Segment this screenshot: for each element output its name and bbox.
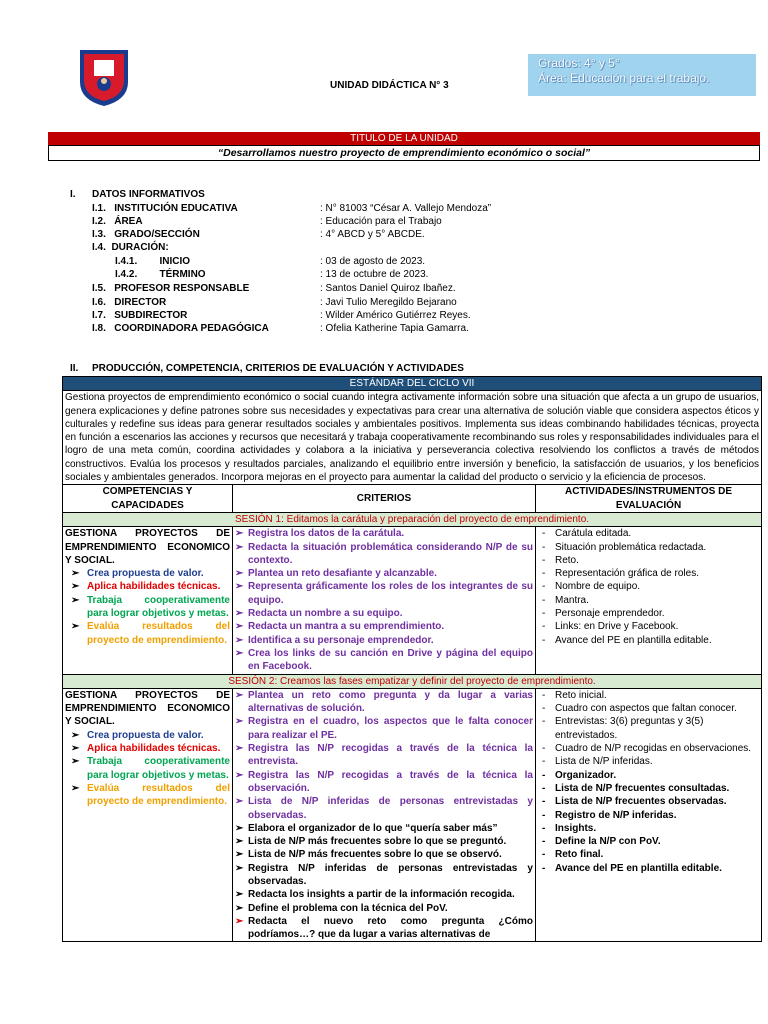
info-row (0, 309, 768, 322)
info-row (0, 255, 768, 268)
criterion-text: Define el problema con la técnica del PoV. (248, 902, 448, 914)
session-row (63, 527, 762, 674)
activity-item (540, 527, 759, 540)
arrow-bullet-icon: ➢ (71, 594, 80, 606)
dash-bullet-icon: - (542, 634, 546, 646)
criterion-item (235, 902, 533, 915)
sessions-body (63, 512, 762, 942)
session-title: SESIÓN 1: Editamos la carátula y preparación del proyecto de emprendimiento. (63, 512, 762, 526)
arrow-bullet-icon: ➢ (235, 743, 244, 755)
area-label: Área: Educación para el trabajo. (538, 71, 710, 85)
info-key: I.4. DURACIÓN: (92, 242, 169, 253)
section1-heading: DATOS INFORMATIVOS (92, 189, 205, 200)
activity-text: Mantra. (555, 594, 589, 606)
arrow-bullet-icon: ➢ (235, 647, 244, 659)
info-key: I.1. INSTITUCIÓN EDUCATIVA (92, 203, 238, 214)
activity-text: Representación gráfica de roles. (555, 568, 699, 580)
capacity-text: Trabaja cooperativamente para lograr objetivos y metas. (87, 756, 230, 781)
criterion-text: Registra en el cuadro, los aspectos que le falta conocer para realizar el PE. (248, 716, 533, 741)
criterion-item (235, 848, 533, 861)
activity-item (540, 769, 759, 782)
info-value: : 03 de agosto de 2023. (320, 256, 426, 267)
activity-text: Reto inicial. (555, 689, 607, 701)
capacity-item (69, 755, 230, 782)
session-row (63, 688, 762, 942)
info-row (0, 282, 768, 295)
info-key: I.8. COORDINADORA PEDAGÓGICA (92, 323, 269, 334)
dash-bullet-icon: - (542, 796, 546, 808)
info-key: I.4.2. TÉRMINO (115, 269, 206, 280)
activity-item (540, 742, 759, 755)
arrow-bullet-icon: ➢ (235, 689, 244, 701)
grade-area-box (528, 54, 756, 96)
competency-table (62, 376, 762, 942)
arrow-bullet-icon: ➢ (235, 849, 244, 861)
criterion-text: Redacta la situación problemática considerando N/P de su contexto. (248, 541, 533, 566)
activity-text: Carátula editada. (555, 528, 632, 540)
info-row (0, 228, 768, 241)
activity-text: Entrevistas: 3(6) preguntas y 3(5) entrevistados. (555, 716, 704, 741)
activity-text: Organizador. (555, 769, 617, 781)
activity-item (540, 715, 759, 742)
unit-number-title: UNIDAD DIDÁCTICA N° 3 (330, 80, 449, 91)
activity-item (540, 580, 759, 593)
arrow-bullet-icon: ➢ (71, 756, 80, 768)
arrow-bullet-icon: ➢ (235, 822, 244, 834)
competence-title: GESTIONA PROYECTOS DE EMPRENDIMIENTO ECONOMICO Y SOCIAL. (65, 528, 230, 566)
criterion-text: Redacta un nombre a su equipo. (248, 608, 403, 620)
criterion-text: Lista de N/P más frecuentes sobre lo que se observó. (248, 849, 502, 861)
activity-item (540, 795, 759, 808)
capacity-item (69, 729, 230, 742)
activity-item (540, 620, 759, 633)
arrow-bullet-icon: ➢ (235, 568, 244, 580)
info-row (0, 322, 768, 335)
unit-name: “Desarrollamos nuestro proyecto de emprendimiento económico o social” (48, 145, 760, 161)
activity-text: Define la N/P con PoV. (555, 836, 661, 848)
activity-text: Lista de N/P frecuentes consultadas. (555, 782, 730, 794)
capacity-text: Evalúa resultados del proyecto de emprendimiento. (87, 782, 230, 808)
activity-item (540, 702, 759, 715)
standard-text: Gestiona proyectos de emprendimiento económico o social cuando integra activamente información sobre una situación que afecta a un grupo de usuarios, genera explicaciones y define patrones sobre sus necesidades y expectativas para crear una alternativa de solución viable que considera aspectos éticos y culturales y redefine sus ideas para generar resultados sociales y ambientales positivos. Implementa sus ideas combinando habilidades técnicas, proyecta en función a escenarios las acciones y recursos que necesitará y trabaja cooperativamente recombinando sus roles y responsabilidades individuales para el logro de una meta común, coordina actividades y colabora a la iniciativa y perseverancia colectiva resolviendo los conflictos a través de métodos constructivos. Evalúa los procesos y resultados parciales, analizando el equilibrio entre inversión y beneficio, la satisfacción de usuarios, y los beneficios sociales y ambientales generados. Incorpora mejoras en el proyecto para aumentar la calidad del producto o servicio y la eficiencia de procesos. (63, 391, 762, 485)
criterion-item (235, 634, 533, 647)
criterion-text: Lista de N/P inferidas de personas entrevistadas y observadas. (248, 796, 533, 821)
arrow-bullet-icon: ➢ (71, 782, 80, 794)
capacity-text: Aplica habilidades técnicas. (87, 581, 221, 593)
info-value: : 13 de octubre de 2023. (320, 269, 429, 280)
activity-item (540, 755, 759, 768)
criterion-text: Registra las N/P recogidas a través de la técnica la entrevista. (248, 743, 533, 768)
arrow-bullet-icon: ➢ (235, 581, 244, 593)
dash-bullet-icon: - (542, 594, 546, 606)
capacity-item (69, 742, 230, 755)
section2-number: II. (70, 363, 79, 374)
info-row (0, 215, 768, 228)
criterion-item (235, 715, 533, 742)
info-value: : Wilder Américo Gutiérrez Reyes. (320, 310, 471, 321)
arrow-bullet-icon: ➢ (235, 836, 244, 848)
activity-text: Reto. (555, 554, 579, 566)
activity-text: Personaje emprendedor. (555, 608, 665, 620)
col-header-competencies: COMPETENCIAS Y CAPACIDADES (63, 485, 233, 513)
dash-bullet-icon: - (542, 743, 546, 755)
arrow-bullet-icon: ➢ (235, 769, 244, 781)
capacity-text: Trabaja cooperativamente para lograr objetivos y metas. (87, 594, 230, 620)
criterion-item (235, 915, 533, 942)
school-logo (78, 48, 130, 108)
activity-text: Situación problemática redactada. (555, 541, 707, 553)
criterion-text: Redacta los insights a partir de la información recogida. (248, 889, 515, 901)
arrow-bullet-icon: ➢ (235, 528, 244, 540)
arrow-bullet-icon: ➢ (235, 621, 244, 633)
info-value: : Santos Daniel Quiroz Ibañez. (320, 283, 456, 294)
arrow-bullet-icon: ➢ (235, 608, 244, 620)
dash-bullet-icon: - (542, 822, 546, 834)
capacity-text: Crea propuesta de valor. (87, 568, 204, 580)
criterion-text: Redacta un mantra a su emprendimiento. (248, 621, 445, 633)
criterion-item (235, 888, 533, 901)
activity-item (540, 782, 759, 795)
arrow-bullet-icon: ➢ (235, 915, 244, 927)
info-key: I.2. ÁREA (92, 216, 143, 227)
activity-text: Lista de N/P inferidas. (555, 756, 653, 768)
criterion-item (235, 689, 533, 716)
info-key: I.7. SUBDIRECTOR (92, 310, 188, 321)
criterion-text: Plantea un reto como pregunta y da lugar a varias alternativas de solución. (248, 689, 533, 715)
info-value: : Ofelia Katherine Tapia Gamarra. (320, 323, 469, 334)
criteria-cell (233, 527, 536, 674)
info-key: I.6. DIRECTOR (92, 297, 167, 308)
arrow-bullet-icon: ➢ (71, 568, 80, 580)
criterion-item (235, 607, 533, 620)
activity-text: Registro de N/P inferidas. (555, 809, 677, 821)
criterion-item (235, 822, 533, 835)
arrow-bullet-icon: ➢ (71, 729, 80, 741)
activity-item (540, 634, 759, 647)
criterion-item (235, 769, 533, 796)
dash-bullet-icon: - (542, 621, 546, 633)
dash-bullet-icon: - (542, 528, 546, 540)
activity-item (540, 835, 759, 848)
arrow-bullet-icon: ➢ (71, 581, 80, 593)
col-header-activities: ACTIVIDADES/INSTRUMENTOS DE EVALUACIÓN (536, 485, 762, 513)
info-key: I.4.1. INICIO (115, 256, 191, 267)
activity-item (540, 554, 759, 567)
criteria-cell (233, 688, 536, 942)
activity-text: Links: en Drive y Facebook. (555, 621, 679, 633)
info-value: : Educación para el Trabajo (320, 216, 442, 227)
activity-item (540, 541, 759, 554)
arrow-bullet-icon: ➢ (71, 743, 80, 755)
arrow-bullet-icon: ➢ (235, 862, 244, 874)
dash-bullet-icon: - (542, 703, 546, 715)
grades-label: Grados: 4° y 5° (538, 56, 620, 70)
criterion-item (235, 541, 533, 568)
arrow-bullet-icon: ➢ (235, 716, 244, 728)
activity-item (540, 689, 759, 702)
criterion-text: Registra N/P inferidas de personas entrevistadas y observadas. (248, 862, 533, 887)
activity-item (540, 607, 759, 620)
criterion-text: Crea los links de su canción en Drive y página del equipo en Facebook. (248, 647, 533, 673)
capacity-item (69, 567, 230, 580)
arrow-bullet-icon: ➢ (235, 902, 244, 914)
info-row (0, 296, 768, 309)
info-key: I.5. PROFESOR RESPONSABLE (92, 283, 250, 294)
activity-item (540, 822, 759, 835)
standard-header: ESTÁNDAR DEL CICLO VII (63, 377, 762, 391)
criterion-item (235, 835, 533, 848)
activity-text: Nombre de equipo. (555, 581, 641, 593)
activity-item (540, 567, 759, 580)
criterion-text: Elabora el organizador de lo que “quería saber más” (248, 822, 498, 834)
criterion-item (235, 742, 533, 769)
activity-text: Avance del PE en plantilla editable. (555, 634, 712, 646)
criterion-item (235, 795, 533, 822)
activity-item (540, 809, 759, 822)
info-key: I.3. GRADO/SECCIÓN (92, 229, 200, 240)
criterion-text: Registra los datos de la carátula. (248, 528, 405, 540)
activity-text: Cuadro de N/P recogidas en observaciones. (555, 743, 752, 755)
arrow-bullet-icon: ➢ (235, 796, 244, 808)
info-row (0, 268, 768, 281)
dash-bullet-icon: - (542, 782, 546, 794)
dash-bullet-icon: - (542, 689, 546, 701)
criterion-item (235, 647, 533, 674)
activity-text: Reto final. (555, 849, 604, 861)
arrow-bullet-icon: ➢ (235, 541, 244, 553)
criterion-item (235, 567, 533, 580)
activity-item (540, 848, 759, 861)
dash-bullet-icon: - (542, 581, 546, 593)
capacity-item (69, 594, 230, 621)
info-value: : 4° ABCD y 5° ABCDE. (320, 229, 425, 240)
criterion-text: Identifica a su personaje emprendedor. (248, 634, 434, 646)
col-header-criteria: CRITERIOS (233, 485, 536, 513)
activity-item (540, 862, 759, 875)
info-value: : N° 81003 “César A. Vallejo Mendoza” (320, 203, 492, 214)
criterion-text: Registra las N/P recogidas a través de la técnica la observación. (248, 769, 533, 794)
dash-bullet-icon: - (542, 836, 546, 848)
activity-text: Insights. (555, 822, 597, 834)
activities-cell (536, 688, 762, 942)
criterion-text: Plantea un reto desafiante y alcanzable. (248, 568, 437, 580)
section1-number: I. (70, 189, 76, 200)
dash-bullet-icon: - (542, 554, 546, 566)
dash-bullet-icon: - (542, 809, 546, 821)
competence-cell (63, 527, 233, 674)
criterion-item (235, 620, 533, 633)
info-row (0, 241, 768, 254)
arrow-bullet-icon: ➢ (235, 889, 244, 901)
unit-title-bar: TITULO DE LA UNIDAD (48, 132, 760, 145)
capacity-item (69, 620, 230, 647)
dash-bullet-icon: - (542, 769, 546, 781)
competence-cell (63, 688, 233, 942)
criterion-text: Representa gráficamente los roles de los integrantes de su equipo. (248, 581, 533, 606)
dash-bullet-icon: - (542, 541, 546, 553)
criterion-text: Lista de N/P más frecuentes sobre lo que se preguntó. (248, 836, 507, 848)
activity-text: Lista de N/P frecuentes observadas. (555, 796, 727, 808)
activity-text: Avance del PE en plantilla editable. (555, 862, 722, 874)
criterion-item (235, 580, 533, 607)
activity-text: Cuadro con aspectos que faltan conocer. (555, 703, 737, 715)
criterion-text: Redacta el nuevo reto como pregunta ¿Cómo podríamos…? que da lugar a varias alternativas de (248, 915, 533, 941)
criterion-item (235, 527, 533, 540)
activity-item (540, 594, 759, 607)
activities-cell (536, 527, 762, 674)
arrow-bullet-icon: ➢ (235, 634, 244, 646)
capacity-item (69, 782, 230, 809)
section2-heading: PRODUCCIÓN, COMPETENCIA, CRITERIOS DE EVALUACIÓN Y ACTIVIDADES (92, 363, 464, 374)
info-value: : Javi Tulio Meregildo Bejarano (320, 297, 457, 308)
info-row (0, 202, 768, 215)
capacity-text: Aplica habilidades técnicas. (87, 743, 221, 755)
capacity-text: Evalúa resultados del proyecto de emprendimiento. (87, 621, 230, 646)
arrow-bullet-icon: ➢ (71, 621, 80, 633)
dash-bullet-icon: - (542, 716, 546, 728)
dash-bullet-icon: - (542, 862, 546, 874)
session-title: SESIÓN 2: Creamos las fases empatizar y definir del proyecto de emprendimiento. (63, 674, 762, 688)
capacity-item (69, 580, 230, 593)
dash-bullet-icon: - (542, 608, 546, 620)
criterion-item (235, 862, 533, 889)
dash-bullet-icon: - (542, 568, 546, 580)
competence-title: GESTIONA PROYECTOS DE EMPRENDIMIENTO ECONOMICO Y SOCIAL. (65, 689, 230, 728)
dash-bullet-icon: - (542, 849, 546, 861)
dash-bullet-icon: - (542, 756, 546, 768)
capacity-text: Crea propuesta de valor. (87, 729, 204, 741)
